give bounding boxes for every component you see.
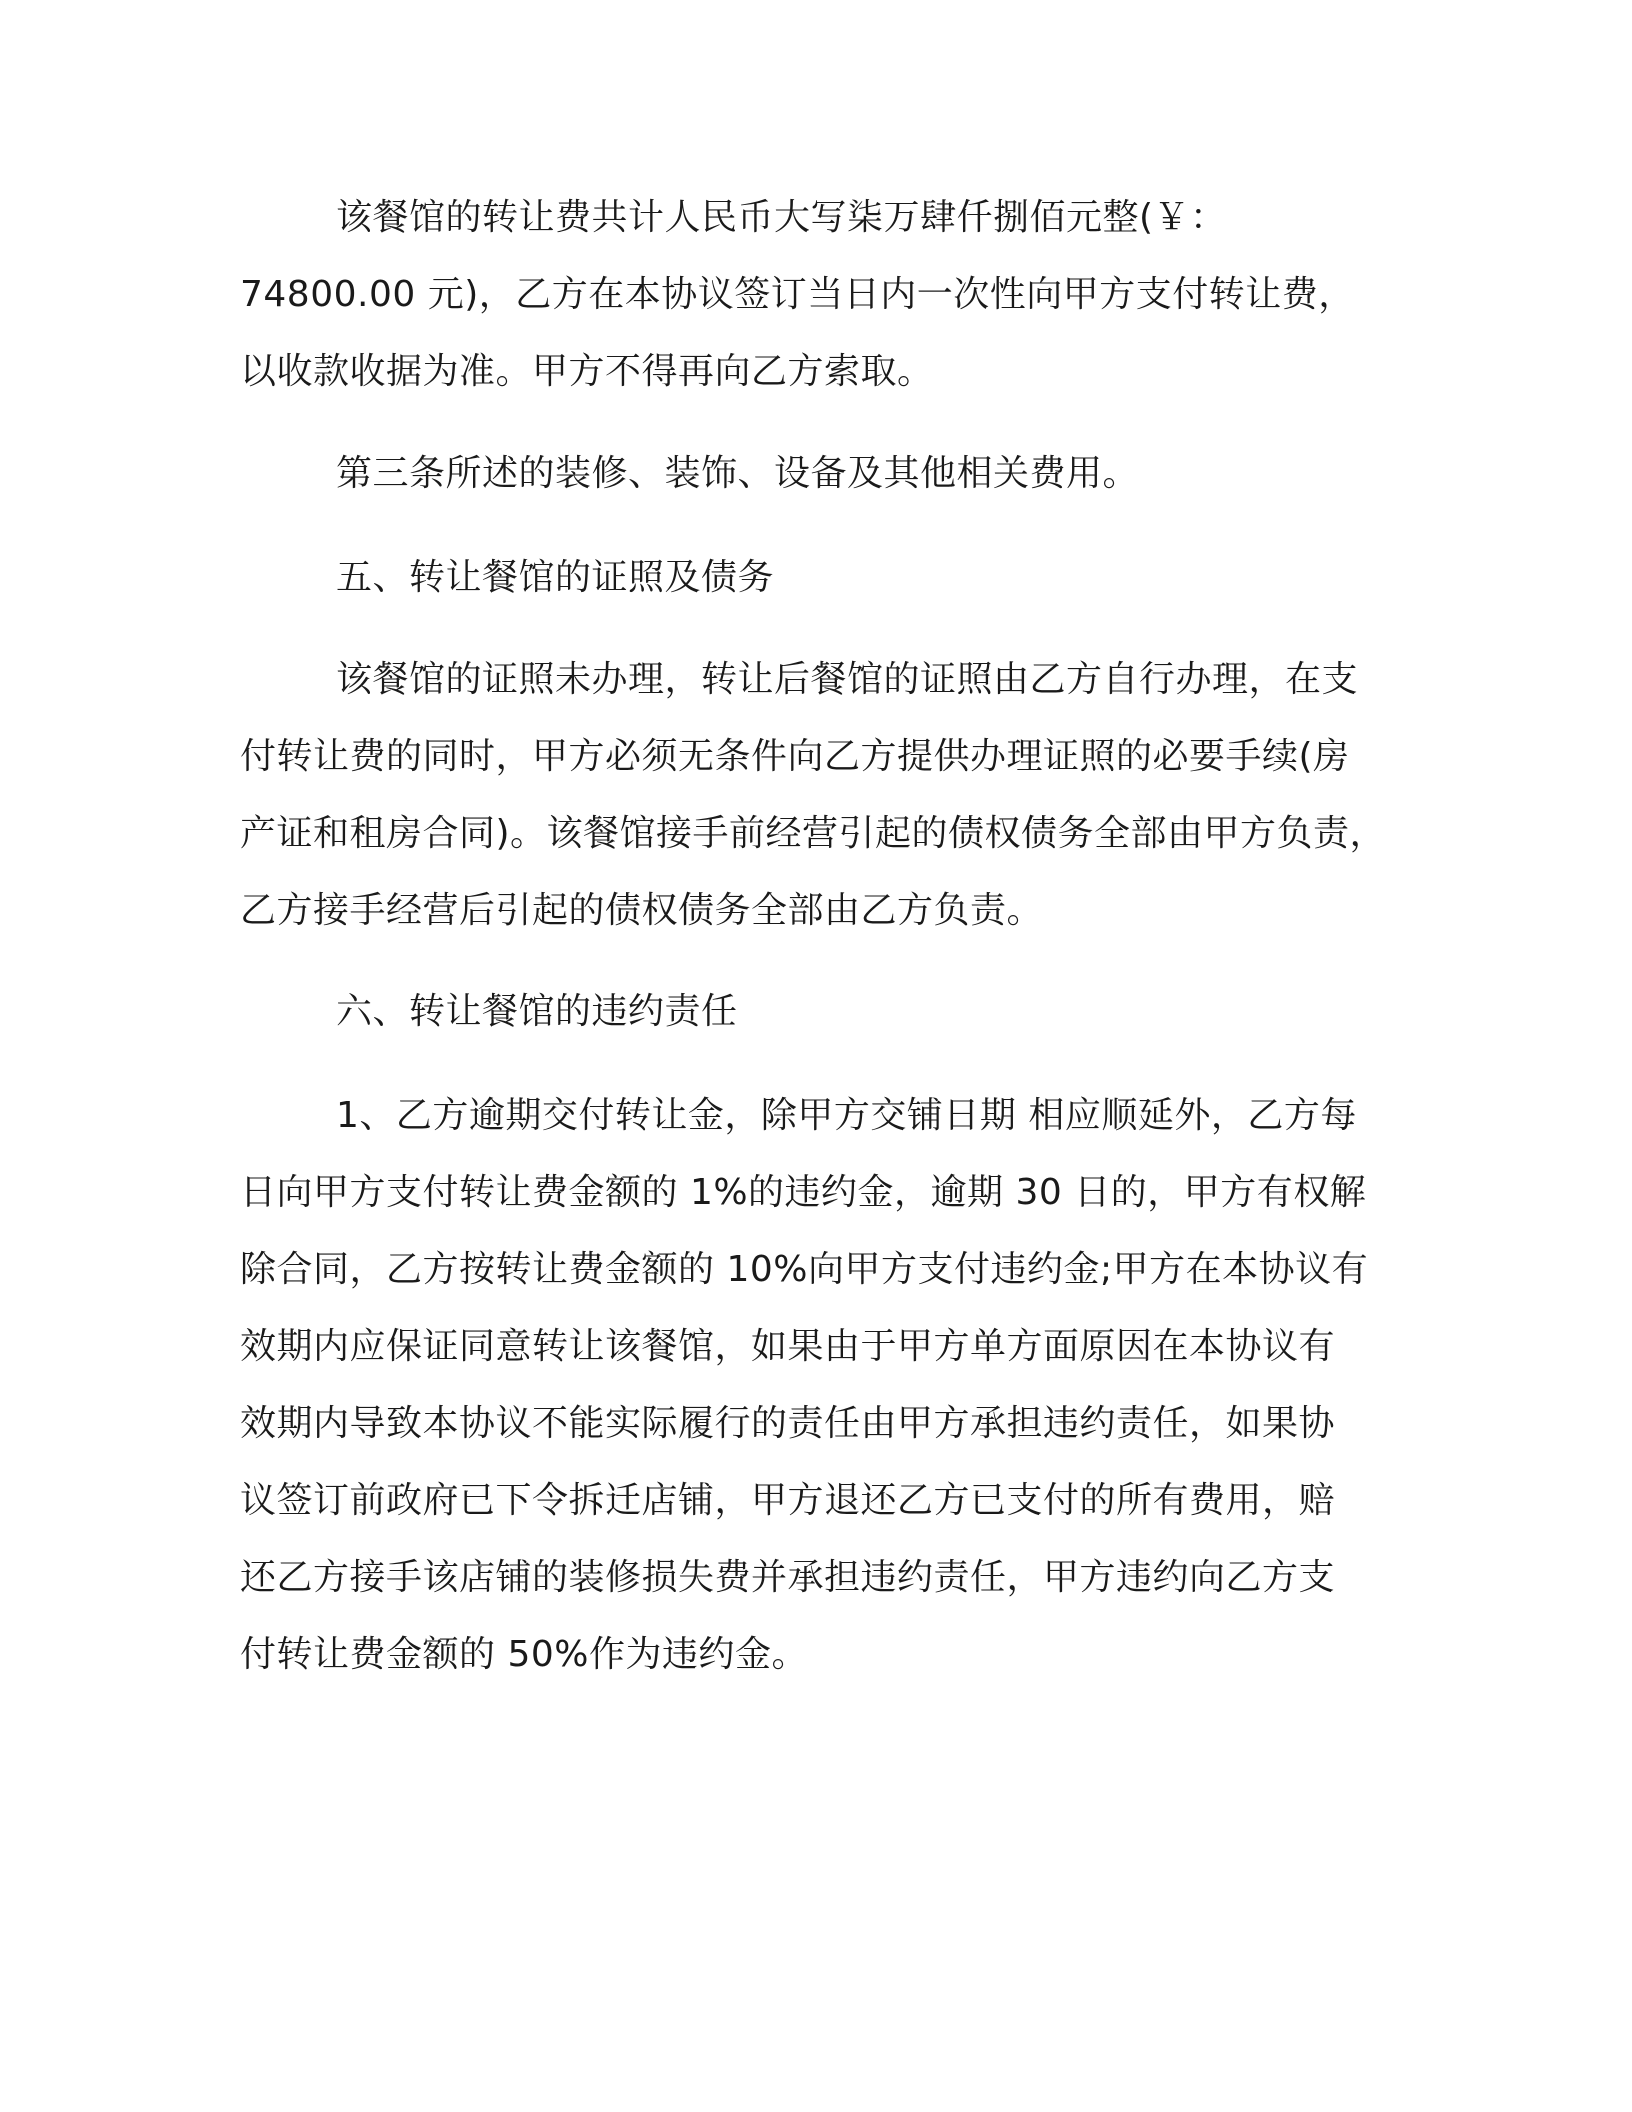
text-line: 效期内应保证同意转让该餐馆，如果由于甲方单方面原因在本协议有	[240, 1326, 1336, 1367]
section-heading-text: 五、转让餐馆的证照及债务	[336, 557, 775, 598]
text-line: 该餐馆的转让费共计人民币大写柒万肆仟捌佰元整(￥：	[336, 197, 1227, 238]
text-line: 除合同，乙方按转让费金额的 10%向甲方支付违约金;甲方在本协议有	[240, 1249, 1369, 1290]
text-line: 以收款收据为准。甲方不得再向乙方索取。	[240, 351, 934, 392]
text-line: 74800.00 元)，乙方在本协议签订当日内一次性向甲方支付转让费，	[240, 274, 1355, 315]
text-line: 付转让费金额的 50%作为违约金。	[240, 1634, 808, 1675]
text-line: 该餐馆的证照未办理，转让后餐馆的证照由乙方自行办理，在支	[336, 659, 1359, 700]
text-line: 付转让费的同时，甲方必须无条件向乙方提供办理证照的必要手续(房	[240, 736, 1350, 777]
section-heading-text: 六、转让餐馆的违约责任	[336, 991, 738, 1032]
text-line: 第三条所述的装修、装饰、设备及其他相关费用。	[336, 453, 1140, 494]
text-line: 1、乙方逾期交付转让金，除甲方交铺日期 相应顺延外，乙方每	[336, 1095, 1357, 1136]
text-line: 日向甲方支付转让费金额的 1%的违约金，逾期 30 日的，甲方有权解	[240, 1172, 1367, 1213]
text-line: 还乙方接手该店铺的装修损失费并承担违约责任，甲方违约向乙方支	[240, 1557, 1336, 1598]
text-line: 乙方接手经营后引起的债权债务全部由乙方负责。	[240, 890, 1044, 931]
text-line: 效期内导致本协议不能实际履行的责任由甲方承担违约责任，如果协	[240, 1403, 1336, 1444]
text-line: 议签订前政府已下令拆迁店铺，甲方退还乙方已支付的所有费用，赔	[240, 1480, 1336, 1521]
text-line: 产证和租房合同)。该餐馆接手前经营引起的债权债务全部由甲方负责，	[240, 813, 1387, 854]
